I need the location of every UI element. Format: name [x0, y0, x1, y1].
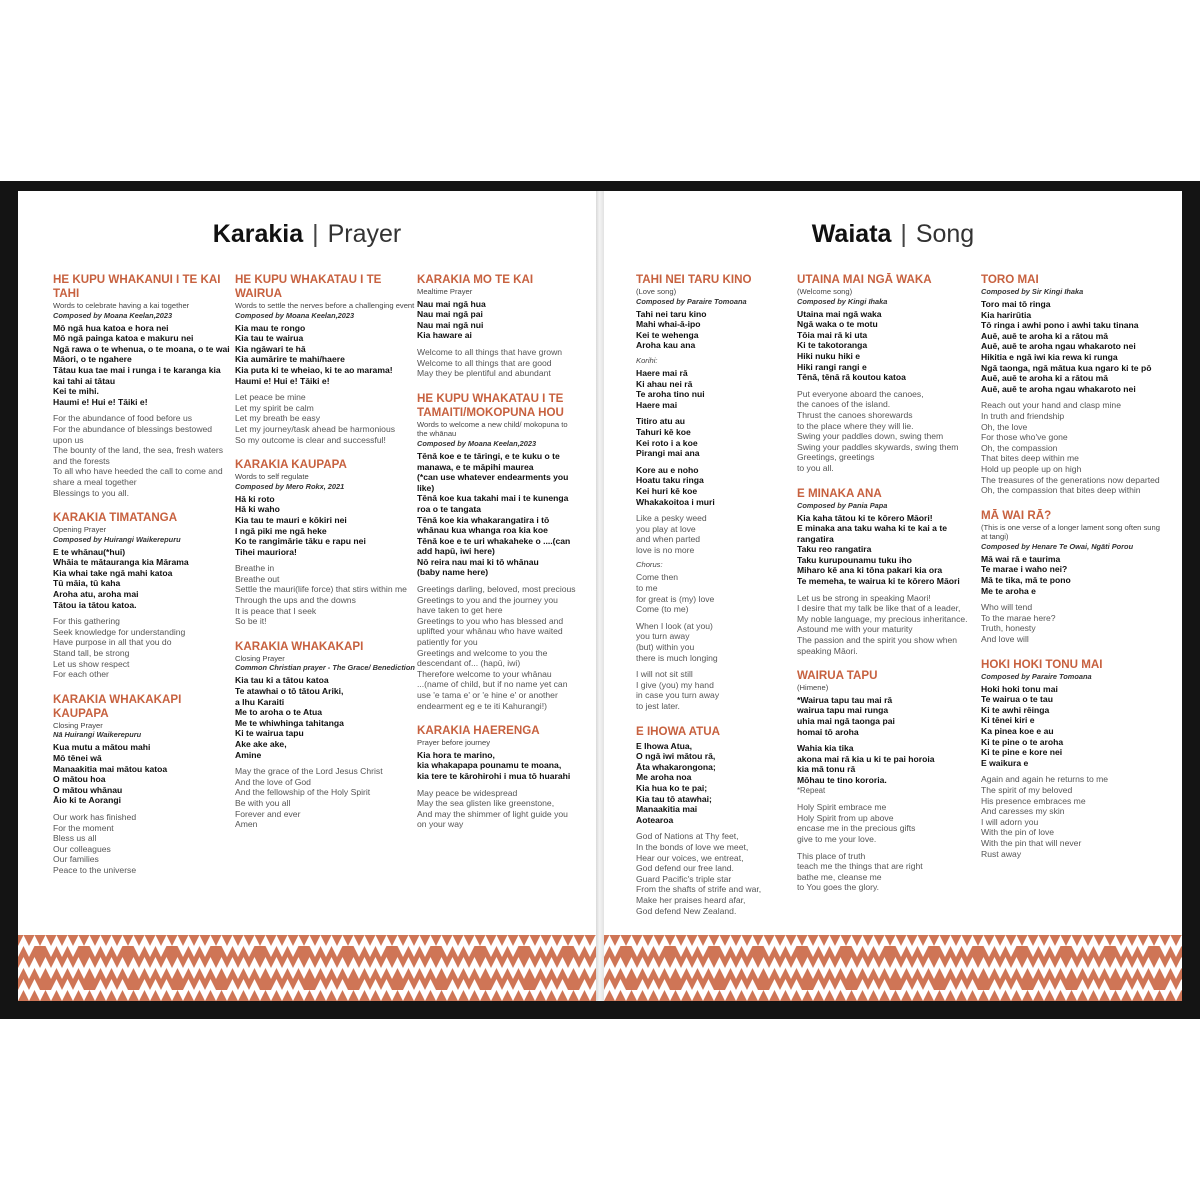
- composer-credit: Composed by Huirangi Waikerepuru: [53, 534, 181, 544]
- english-text: For this gathering Seek knowledge for understanding Have purpose in all that you do Stand tall, be strong Let us show respect For each other: [53, 616, 186, 680]
- taniko-pattern-left: [18, 935, 596, 1001]
- karakia-timatanga: [53, 511, 233, 680]
- section-description: (Welcome song): [797, 287, 853, 296]
- karakia-he-kupu-whakatau-wairua: [235, 273, 415, 445]
- maori-text: Kua mutu a mātou mahi Mō tēnei wā Manaakitia mai mātou katoa O mātou hoa O mātou whānau Āio ki te Aorangi: [53, 742, 168, 806]
- left-column-1: [53, 273, 233, 889]
- composer-credit: Composed by Moana Keelan,2023: [53, 310, 173, 320]
- title-subtitle: Prayer: [327, 220, 402, 248]
- section-heading: TAHI NEI TARU KINO: [636, 273, 752, 286]
- waiata-wairua-tapu: [797, 669, 977, 893]
- english-text: Let peace be mine Let my spirit be calm Let my breath be easy Let my journey/task ahead be harmonious So my outcome is clear and successful!: [235, 392, 396, 445]
- composer-credit: Composed by Henare Te Owai, Ngāti Porou: [981, 541, 1134, 551]
- section-description: Opening Prayer: [53, 525, 107, 535]
- section-description: Closing Prayer: [235, 653, 285, 663]
- karakia-whakakapi: [235, 640, 415, 830]
- section-description: (Love song): [636, 287, 677, 296]
- english-verse-2: This place of truth teach me the things that are right bathe me, cleanse me to You goes the glory.: [797, 850, 923, 893]
- section-description: Closing Prayer: [53, 720, 103, 730]
- maori-text: Mā wai rā e taurima Te marae i waho nei? Mā te tika, mā te pono Me te aroha e: [981, 553, 1071, 596]
- english-text: May peace be widespread May the sea glisten like greenstone, And may the shimmer of light guide you on your way: [417, 787, 568, 830]
- section-heading: KARAKIA WHAKAKAPI KAUPAPA: [53, 692, 182, 720]
- english-text: God of Nations at Thy feet, In the bonds of love we meet, Hear our voices, we entreat, God defend our free land. Guard Pacific's triple star From the shafts of strife and war, Make her praises heard afar, God defend New Zealand.: [636, 831, 762, 916]
- section-description: Words to celebrate having a kai together: [53, 301, 190, 310]
- right-column-2: [797, 273, 977, 906]
- section-heading: MĀ WAI RĀ?: [981, 508, 1052, 522]
- karakia-he-kupu-whakatau-tamaiti: [417, 392, 577, 711]
- waiata-toro-mai: [981, 273, 1161, 496]
- section-description: Mealtime Prayer: [417, 287, 473, 296]
- karakia-he-kupu-whakanui: [53, 273, 233, 498]
- maori-text: Mō ngā hua katoa e hora nei Mō ngā painga katoa e makuru nei Ngā rawa o te whenua, o te moana, o te wai Māori, o te ngahere Tātau kua tae mai i runga i te karanga kia kai tahi ai tātau Kei te mihi. Haumi e! Hui e! Tāiki e!: [53, 322, 230, 407]
- section-heading: KARAKIA WHAKAKAPI: [235, 639, 364, 653]
- english-verse-3: I will not sit still I give (you) my hand in case you turn away to jest later.: [636, 669, 720, 711]
- waiata-tahi-nei-taru-kino: [636, 273, 796, 712]
- title-separator: |: [312, 220, 319, 248]
- composer-credit: Composed by Moana Keelan,2023: [235, 310, 355, 320]
- composer-credit: Composed by Mero Rokx, 2021: [235, 481, 345, 491]
- korihi-label: Korihi:: [636, 355, 658, 365]
- english-text: Who will tend To the marae here? Truth, honesty And love will: [981, 602, 1056, 645]
- english-text: Our work has finished For the moment Bless us all Our colleagues Our families Peace to the universe: [53, 811, 137, 875]
- english-text: Put everyone aboard the canoes, the canoes of the island. Thrust the canoes shorewards to the place where they will lie. Swing your paddles down, swing them Swing your paddles skywards, swing them Greetings, greetings to you all.: [797, 388, 959, 473]
- right-column-3: [981, 273, 1161, 872]
- english-text: Welcome to all things that have grown Welcome to all things that are good May they be plentiful and abundant: [417, 346, 563, 379]
- maori-text: Kia mau te rongo Kia tau te wairua Kia ngāwari te hā Kia aumārire te mahi/haere Kia puta ki te wheiao, ki te ao marama! Haumi e! Hui e! Tāiki e!: [235, 322, 393, 386]
- english-text: Greetings darling, beloved, most precious Greetings to you and the journey you have taken to get here Greetings to you who has blessed and uplifted your whānau who have waited patiently for you Greetings and welcome to you the descendant of... (hapū, iwi) Therefore welcome to your whānau ...(name of child, but if no name yet can use 'e tama e' or 'e hine e' or another endearment eg e te iti Kahurangi!): [417, 584, 576, 711]
- composer-credit: Composed by Pania Papa: [797, 500, 888, 510]
- section-heading: KARAKIA MO TE KAI: [417, 273, 534, 286]
- section-description: (Himene): [797, 683, 829, 693]
- english-verse-1: Like a pesky weed you play at love and when parted love is no more: [636, 513, 707, 555]
- title-main: Karakia: [212, 220, 304, 248]
- english-verse-1: Holy Spirit embrace me Holy Spirit from up above encase me in the precious gifts give to me your love.: [797, 802, 916, 844]
- left-column-2: [235, 273, 415, 843]
- maori-verse-1: *Wairua tapu tau mai rā wairua tapu mai runga uhia mai ngā taonga pai homai tō aroha: [797, 694, 895, 737]
- section-heading: E MINAKA ANA: [797, 486, 882, 500]
- maori-text: Kia tau ki a tātou katoa Te atawhai o tō tātou Ariki, a Ihu Karaiti Me to aroha o te Atua Me te whiwhinga tahitanga Ki te wairua tapu Ake ake ake, Amine: [235, 675, 344, 760]
- right-page: [604, 191, 1182, 1001]
- section-description: Words to self regulate: [235, 472, 309, 482]
- composer-credit: Composed by Moana Keelan,2023: [417, 438, 537, 448]
- composer-credit: Composed by Kingi Ihaka: [797, 296, 888, 306]
- section-heading: HE KUPU WHAKATAU I TE WAIRUA: [235, 273, 382, 300]
- chorus-label: Chorus:: [636, 560, 663, 570]
- maori-text: E te whānau(*hui) Whāia te mātauranga kia Mārama Kia whai take ngā mahi katoa Tū māia, tū kaha Aroha atu, aroha mai Tātou ia tātou katoa.: [53, 546, 189, 610]
- section-heading: KARAKIA TIMATANGA: [53, 511, 178, 525]
- section-heading: KARAKIA KAUPAPA: [235, 458, 347, 472]
- page-title-waiata: [604, 219, 1182, 249]
- section-description: Prayer before journey: [417, 738, 491, 748]
- english-verse-2: When I look (at you) you turn away (but) within you there is much longing: [636, 620, 718, 663]
- maori-text: E Ihowa Atua, O ngā iwi mātou rā, Āta whakarongona; Me aroha noa Kia hua ko te pai; Kia tau tō atawhai; Manaakitia mai Aotearoa: [636, 740, 716, 825]
- english-text: Breathe in Breathe out Settle the mauri(life force) that stirs within me Through the ups and the downs It is peace that I seek So be it!: [235, 563, 407, 627]
- composer-credit: Nā Huirangi Waikerepuru: [53, 730, 142, 740]
- section-heading: TORO MAI: [981, 273, 1039, 286]
- maori-text: Nau mai ngā hua Nau mai ngā pai Nau mai ngā nui Kia haware ai: [417, 298, 486, 341]
- section-heading: KARAKIA HAERENGA: [417, 724, 540, 738]
- english-text: Again and again he returns to me The spirit of my beloved His presence embraces me And caresses my skin I will adorn you With the pin of love With the pin that will never Rust away: [981, 774, 1109, 859]
- waiata-e-minaka-ana: [797, 487, 977, 657]
- karakia-whakakapi-kaupapa: [53, 693, 233, 876]
- karakia-mo-te-kai: [417, 273, 577, 379]
- title-subtitle: Song: [915, 220, 975, 248]
- section-heading: E IHOWA ATUA: [636, 724, 720, 738]
- karakia-haerenga: [417, 724, 577, 830]
- english-text: Reach out your hand and clasp mine In truth and friendship Oh, the love For those who've gone Oh, the compassion That bites deep within me Hold up people up on high The treasures of the generations now departed Oh, the compassion that bites deep within: [981, 400, 1160, 496]
- waiata-hoki-hoki-tonu-mai: [981, 658, 1161, 860]
- english-text: Let us be strong in speaking Maori! I desire that my talk be like that of a leader, My noble language, my precious inheritance. Astound me with your maturity The passion and the spirit you show when speaking Māori.: [797, 592, 968, 656]
- title-separator: |: [900, 220, 907, 248]
- title-main: Waiata: [811, 220, 892, 248]
- maori-text: Kia hora te marino, kia whakapapa pounamu te moana, kia tere te kārohirohi i mua tō huarahi: [417, 749, 571, 781]
- karakia-kaupapa: [235, 458, 415, 627]
- english-text: For the abundance of food before us For the abundance of blessings bestowed upon us The bounty of the land, the sea, fresh waters and the forests To all who have heeded the call to come and share a meal together Blessings to you all.: [53, 413, 224, 498]
- waiata-e-ihowa-atua: [636, 725, 796, 917]
- waiata-utaina-mai-nga-waka: [797, 273, 977, 474]
- section-heading: HE KUPU WHAKATAU I TE TAMAITI/MOKOPUNA HOU: [417, 391, 564, 419]
- section-heading: UTAINA MAI NGĀ WAKA: [797, 273, 932, 286]
- maori-verse-2: Wahia kia tika akona mai rā kia u ki te pai horoia kia mā tonu rā Mōhau te tino kororia.: [797, 743, 935, 785]
- section-description: (This is one verse of a longer lament song often sung at tangi): [981, 522, 1160, 542]
- composer-credit: Common Christian prayer - The Grace/ Benediction: [235, 663, 415, 673]
- section-heading: HOKI HOKI TONU MAI: [981, 657, 1103, 671]
- maori-text: Utaina mai ngā waka Ngā waka o te motu Tōia mai rā ki uta Ki te takotoranga Hiki nuku hiki e Hiki rangi rangi e Tēnā, tēnā rā koutou katoa: [797, 308, 906, 383]
- left-column-3: [417, 273, 577, 843]
- left-page: [18, 191, 596, 1001]
- maori-text: Toro mai tō ringa Kia harirūtia Tō ringa i awhi pono i awhi taku tinana Auē, auē te aroha ki a rātou mā Auē, auē te aroha ngau whakaroto nei Hikitia e ngā iwi kia rewa ki runga Ngā taonga, ngā mātua kua ngaro ki te pō Auē, auē te aroha ki a rātou mā Auē, auē te aroha ngau whakaroto nei: [981, 299, 1152, 394]
- maori-verse-3: Kore au e noho Hoatu taku ringa Kei huri kē koe Whakakoitoa i muri: [636, 464, 715, 507]
- english-chorus: Come then to me for great is (my) love Come (to me): [636, 572, 715, 615]
- repeat-note: *Repeat: [797, 785, 826, 795]
- maori-text: Tēnā koe e te tāringi, e te kuku o te manawa, e te māpihi maurea (*can use whatever endearments you like) Tēnā koe kua takahi mai i te kunenga roa o te tangata Tēnā koe kia whakarangatira i tō whānau kua whanga roa kia koe Tēnā koe e te uri whakaheke o ....(can add hapū, iwi here) Nō reira nau mai ki tō whānau (baby name here): [417, 450, 571, 578]
- maori-text: Hoki hoki tonu mai Te wairua o te tau Ki te awhi rēinga Ki tēnei kiri e Ka pinea koe e au Ki te pine o te aroha Ki te pine e kore nei E waikura e: [981, 683, 1064, 768]
- maori-chorus: Haere mai rā Ki ahau nei rā Te aroha tino nui Haere mai: [636, 367, 705, 410]
- section-description: Words to settle the nerves before a challenging event: [235, 301, 415, 310]
- waiata-ma-wai-ra: [981, 509, 1161, 645]
- page-title-karakia: [18, 219, 596, 249]
- section-description: Words to welcome a new child/ mokopuna to the whānau: [417, 419, 568, 439]
- book-spread: [0, 181, 1200, 1019]
- composer-credit: Composed by Sir Kingi Ihaka: [981, 287, 1084, 296]
- english-text: May the grace of the Lord Jesus Christ And the love of God And the fellowship of the Holy Spirit Be with you all Forever and ever Amen: [235, 766, 383, 830]
- section-heading: HE KUPU WHAKANUI I TE KAI TAHI: [53, 273, 221, 300]
- right-column-1: [636, 273, 796, 929]
- maori-verse-1: Tahi nei taru kino Mahi whai-ā-ipo Kei te wehenga Aroha kau ana: [636, 308, 707, 351]
- maori-verse-2: Titiro atu au Tahuri kē koe Kei roto i a koe Pirangi mai ana: [636, 416, 700, 459]
- section-heading: WAIRUA TAPU: [797, 669, 878, 683]
- maori-text: Hā ki roto Hā ki waho Kia tau te mauri e kōkiri nei I ngā piki me ngā heke Ko te rangimārie tāku e rapu nei Tihei mauriora!: [235, 493, 366, 557]
- composer-credit: Composed by Paraire Tomoana: [981, 671, 1092, 681]
- taniko-pattern-right: [604, 935, 1182, 1001]
- page-gutter: [596, 191, 604, 1001]
- composer-credit: Composed by Paraire Tomoana: [636, 296, 747, 306]
- maori-text: Kia kaha tātou ki te kōrero Māori! E minaka ana taku waha ki te kai a te rangatira Taku reo rangatira Taku kurupounamu tuku iho Miharo kē ana ki tōna pakari kia ora Te memeha, te wairua ki te kōrero Māori: [797, 512, 960, 587]
